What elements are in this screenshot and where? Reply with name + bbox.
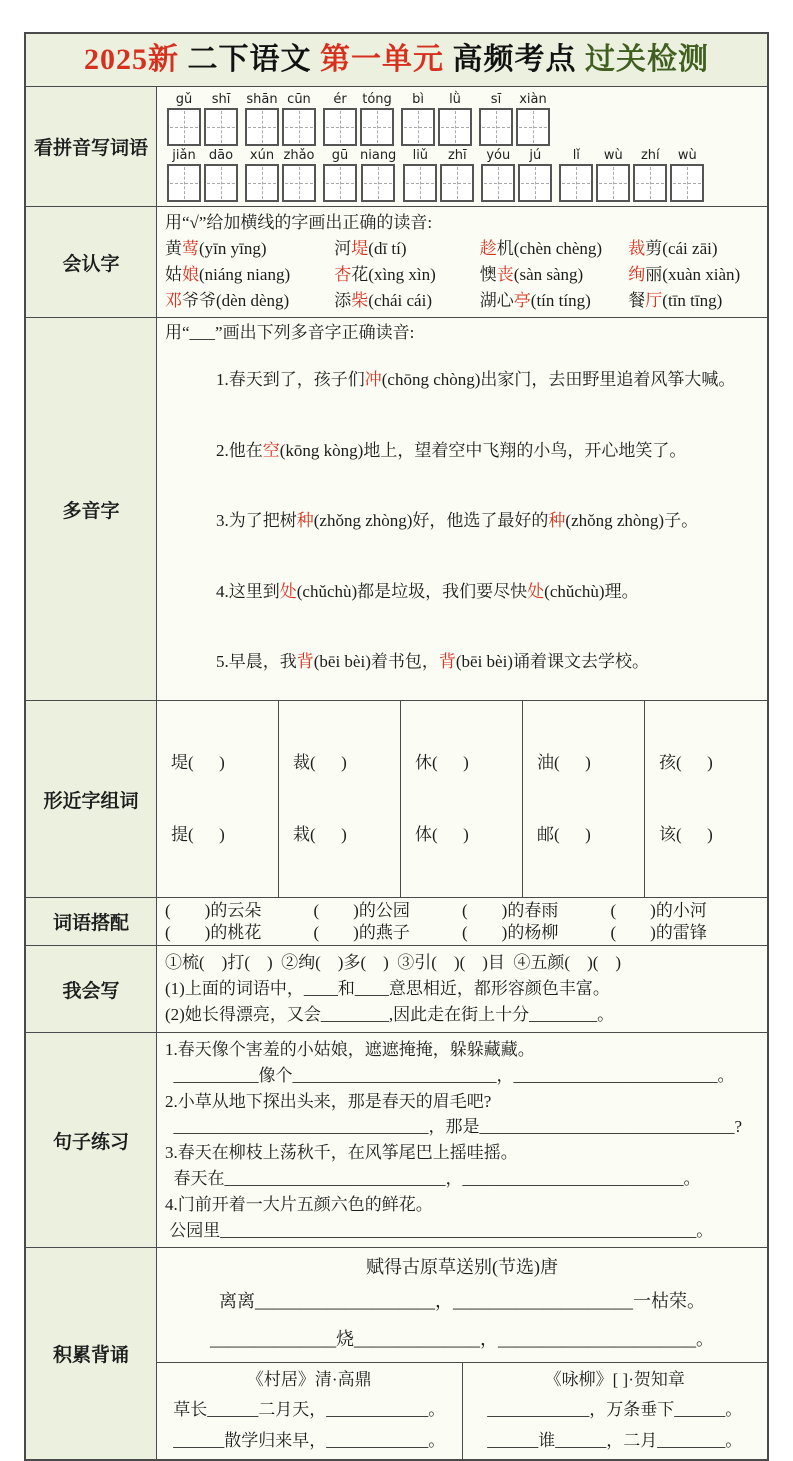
section-label-pinyin: 看拼音写词语 <box>26 87 157 206</box>
writing-grid-box <box>403 164 437 202</box>
writing-grid-box <box>670 164 704 202</box>
pinyin-syllable: shī <box>211 92 231 107</box>
writing-grid-box <box>204 164 238 202</box>
pinyin-word-group <box>479 92 550 146</box>
pinyin-syllable: liǔ <box>412 148 429 163</box>
title-segment: 二下语文 <box>187 43 312 76</box>
poem-lines <box>167 1282 757 1358</box>
pinyin-unit <box>401 92 435 146</box>
renzi-item <box>334 288 480 314</box>
jilei-content <box>157 1248 767 1459</box>
sentence-text: (kōng kòng)地上，望着空中飞翔的小鸟，开心地笑了。 <box>279 440 687 460</box>
pinyin-unit <box>633 148 667 202</box>
pinyin-syllable: zhī <box>447 148 467 163</box>
pinyin-unit <box>245 92 279 146</box>
writing-grid-box <box>438 108 472 146</box>
renzi-item <box>628 262 759 288</box>
jilei-bottom <box>157 1363 767 1459</box>
sentence-text: 5.早晨，我 <box>216 652 297 671</box>
word-pinyin: (yīn yīng) <box>199 239 267 258</box>
highlighted-char: 处 <box>279 581 297 601</box>
dapei-item: ( )的桃花 <box>165 922 262 942</box>
poem-title: 赋得古原草送别(节选)唐 <box>366 1257 558 1278</box>
duoyin-sentence <box>165 556 759 627</box>
section-renzi <box>26 206 767 317</box>
renzi-item <box>480 262 629 288</box>
huixie-line: (2)她长得漂亮，又会________,因此走在街上十分________。 <box>165 1005 615 1024</box>
xingjin-bottom-word: 邮( ) <box>537 825 591 844</box>
page-title <box>26 34 767 86</box>
highlighted-char: 种 <box>296 511 314 530</box>
section-huixie <box>26 945 767 1032</box>
xingjin-top-word: 裁( ) <box>293 753 347 772</box>
writing-grid-box <box>361 164 395 202</box>
pinyin-word-group <box>323 148 396 202</box>
writing-grid-box <box>481 164 515 202</box>
highlighted-char: 背 <box>438 652 456 671</box>
sentence-text: (zhǒng zhòng)子。 <box>565 511 699 530</box>
writing-grid-box <box>245 108 279 146</box>
duoyin-sentence <box>165 627 759 698</box>
renzi-item <box>628 236 759 262</box>
pinyin-word-group <box>245 148 316 202</box>
renzi-item <box>480 288 629 314</box>
pinyin-unit <box>481 148 515 202</box>
duoyin-sentences <box>165 345 759 698</box>
renzi-item <box>334 236 480 262</box>
word-pinyin: 剪(cái zāi) <box>645 239 718 258</box>
writing-grid-box <box>282 108 316 146</box>
pinyin-syllable: gǔ <box>175 92 193 107</box>
xingjin-column <box>645 701 767 897</box>
xingjin-top-word: 孩( ) <box>659 753 713 772</box>
word-pinyin: 丽(xuàn xiàn) <box>645 265 741 284</box>
writing-grid-box <box>401 108 435 146</box>
word-pinyin: (niáng niang) <box>199 265 291 284</box>
juzi-line: 4.门前开着一大片五颜六色的鲜花。 <box>165 1194 433 1214</box>
writing-grid-box <box>323 164 357 202</box>
poem-lines <box>163 1394 456 1456</box>
poem-line: ______________烧______________，______________________。 <box>210 1329 714 1350</box>
dapei-item: ( )的小河 <box>610 900 707 920</box>
sentence-text: (chǔchù)理。 <box>544 581 639 601</box>
pinyin-unit <box>438 92 472 146</box>
highlighted-char: 娘 <box>182 265 199 284</box>
juzi-content <box>157 1033 767 1247</box>
word-part: 湖心 <box>479 291 514 310</box>
pinyin-unit <box>282 92 316 146</box>
pinyin-word-group <box>481 148 552 202</box>
duoyin-sentence <box>165 345 759 416</box>
poem-title: 《村居》清·高鼎 <box>246 1370 372 1390</box>
renzi-item <box>165 288 334 314</box>
word-part: 黄 <box>165 239 182 258</box>
highlighted-char: 绚 <box>628 265 646 284</box>
section-label-xingjin: 形近字组词 <box>26 701 157 897</box>
title-segment: 第一单元 <box>320 43 444 76</box>
duoyin-sentence <box>165 486 759 557</box>
highlighted-char: 冲 <box>364 370 382 389</box>
poem-title: 《咏柳》[ ]·贺知章 <box>544 1370 685 1390</box>
highlighted-char: 邓 <box>165 291 182 310</box>
huixie-content <box>157 946 767 1032</box>
pinyin-content <box>157 87 767 206</box>
highlighted-char: 裁 <box>628 239 646 258</box>
renzi-content <box>157 207 767 317</box>
pinyin-unit <box>670 148 704 202</box>
pinyin-word-group <box>403 148 474 202</box>
section-label-jilei: 积累背诵 <box>26 1248 157 1459</box>
section-label-duoyin: 多音字 <box>26 318 157 700</box>
dapei-item: ( )的公园 <box>313 900 410 920</box>
pinyin-row-1 <box>167 92 761 146</box>
pinyin-syllable: wù <box>677 148 697 163</box>
pinyin-row-2 <box>167 148 761 202</box>
writing-grid-box <box>516 108 550 146</box>
worksheet-page <box>24 32 769 1461</box>
pinyin-syllable: niang <box>360 148 397 163</box>
word-part: 餐 <box>628 291 646 310</box>
juzi-line: 2.小草从地下探出头来，那是春天的眉毛吧? <box>165 1091 492 1111</box>
pinyin-syllable: yóu <box>486 148 511 163</box>
pinyin-syllable: shān <box>246 92 278 107</box>
xingjin-column <box>523 701 645 897</box>
sentence-text: (bēi bèi)诵着课文去学校。 <box>455 652 649 671</box>
sentence-text: 1.春天到了，孩子们 <box>216 370 365 389</box>
highlighted-char: 空 <box>262 440 280 460</box>
poem-line: 离离____________________，____________________一枯荣。 <box>219 1291 705 1312</box>
highlighted-char: 背 <box>296 652 314 671</box>
section-jilei <box>26 1247 767 1459</box>
poem-line: 草长______二月天，____________。 <box>173 1400 446 1420</box>
highlighted-char: 处 <box>527 581 545 601</box>
word-pinyin: (tīn tīng) <box>662 291 723 310</box>
highlighted-char: 厅 <box>645 291 663 310</box>
word-pinyin: (sàn sàng) <box>513 265 584 284</box>
pinyin-word-group <box>401 92 472 146</box>
writing-grid-box <box>167 108 201 146</box>
xingjin-column <box>401 701 523 897</box>
pinyin-syllable: jú <box>529 148 542 163</box>
juzi-line: 公园里________________________________________________________。 <box>165 1220 714 1240</box>
writing-grid-box <box>360 108 394 146</box>
word-pinyin: (chái cái) <box>368 291 432 310</box>
pinyin-syllable: xiàn <box>519 92 547 107</box>
dapei-item: ( )的云朵 <box>165 900 262 920</box>
pinyin-word-group <box>167 148 238 202</box>
pinyin-syllable: ér <box>333 92 347 107</box>
juzi-line: ______________________________，那是______________________________? <box>165 1117 743 1137</box>
section-label-juzi: 句子练习 <box>26 1033 157 1247</box>
title-segment: 过关检测 <box>585 43 709 76</box>
sentence-text: 3.为了把树 <box>216 511 297 530</box>
pinyin-syllable: wù <box>603 148 623 163</box>
word-part: 河 <box>334 239 352 258</box>
poem-line: ______散学归来早，____________。 <box>173 1431 446 1451</box>
section-label-dapei: 词语搭配 <box>26 898 157 945</box>
writing-grid-box <box>479 108 513 146</box>
section-duoyin <box>26 317 767 700</box>
writing-grid-box <box>204 108 238 146</box>
juzi-line: 1.春天像个害羞的小姑娘，遮遮掩掩，躲躲藏藏。 <box>165 1040 535 1059</box>
writing-grid-box <box>518 164 552 202</box>
xingjin-bottom-word: 栽( ) <box>293 825 347 844</box>
writing-grid-box <box>596 164 630 202</box>
xingjin-content <box>157 701 767 897</box>
pinyin-unit <box>360 92 394 146</box>
section-xingjin <box>26 700 767 897</box>
huixie-line: (1)上面的词语中，____和____意思相近，都形容颜色丰富。 <box>165 979 610 998</box>
xingjin-column <box>157 701 279 897</box>
sentence-text: 2.他在 <box>216 440 263 460</box>
poem-fude-guyuancao <box>157 1248 767 1363</box>
pinyin-syllable: xún <box>249 148 275 163</box>
xingjin-top-word: 休( ) <box>415 753 469 772</box>
juzi-line: 3.春天在柳枝上荡秋千，在风筝尾巴上摇哇摇。 <box>165 1143 518 1163</box>
pinyin-unit <box>559 148 593 202</box>
highlighted-char: 杏 <box>334 265 352 284</box>
section-pinyin <box>26 86 767 206</box>
xingjin-bottom-word: 体( ) <box>415 825 469 844</box>
duoyin-sentence <box>165 415 759 486</box>
section-dapei <box>26 897 767 945</box>
pinyin-syllable: tóng <box>362 92 392 107</box>
xingjin-top-word: 油( ) <box>537 753 591 772</box>
pinyin-unit <box>323 92 357 146</box>
pinyin-word-group <box>167 92 238 146</box>
pinyin-syllable: dāo <box>208 148 234 163</box>
writing-grid-box <box>633 164 667 202</box>
duoyin-instruction: 用“___”画出下列多音字正确读音: <box>165 323 415 342</box>
pinyin-unit <box>479 92 513 146</box>
pinyin-unit <box>518 148 552 202</box>
juzi-line: __________像个________________________，________________________。 <box>165 1065 735 1085</box>
writing-grid-box <box>440 164 474 202</box>
xingjin-bottom-word: 提( ) <box>171 825 225 844</box>
xingjin-column <box>279 701 401 897</box>
writing-grid-box <box>282 164 316 202</box>
renzi-item <box>165 236 334 262</box>
renzi-instruction: 用“√”给加横线的字画出正确的读音: <box>165 213 433 232</box>
pinyin-unit <box>360 148 396 202</box>
highlighted-char: 种 <box>548 511 566 530</box>
dapei-item: ( )的杨柳 <box>462 922 559 942</box>
highlighted-char: 亭 <box>513 291 531 310</box>
highlighted-char: 堤 <box>351 239 369 258</box>
renzi-items <box>165 236 759 314</box>
highlighted-char: 丧 <box>496 265 514 284</box>
highlighted-char: 趁 <box>479 239 497 258</box>
dapei-content <box>157 898 767 945</box>
dapei-item: ( )的燕子 <box>313 922 410 942</box>
section-label-huixie: 我会写 <box>26 946 157 1032</box>
pinyin-syllable: zhǎo <box>283 148 315 163</box>
pinyin-unit <box>282 148 316 202</box>
poem-lines <box>469 1394 762 1456</box>
pinyin-unit <box>167 92 201 146</box>
juzi-line: 春天在__________________________，__________________________。 <box>165 1168 701 1188</box>
writing-grid-box <box>167 164 201 202</box>
poem-line: ______谁______，二月________。 <box>487 1431 743 1451</box>
xingjin-top-word: 堤( ) <box>171 753 225 772</box>
pinyin-unit <box>596 148 630 202</box>
highlighted-char: 柴 <box>351 291 369 310</box>
sentence-text: 4.这里到 <box>216 581 280 601</box>
pinyin-word-group <box>245 92 316 146</box>
word-pinyin: (dī tí) <box>368 239 407 258</box>
pinyin-syllable: jiǎn <box>172 148 196 163</box>
poem-line: ____________，万条垂下______。 <box>487 1400 743 1420</box>
sentence-text: (chōng chòng)出家门，去田野里追着风筝大喊。 <box>381 370 736 389</box>
section-juzi <box>26 1032 767 1247</box>
pinyin-word-group <box>559 148 704 202</box>
word-pinyin: 花(xìng xìn) <box>351 265 436 284</box>
highlighted-char: 莺 <box>182 239 199 258</box>
renzi-item <box>334 262 480 288</box>
title-segment: 高频考点 <box>452 43 577 76</box>
word-pinyin: 爷爷(dèn dèng) <box>182 291 290 310</box>
sentence-text: (zhǒng zhòng)好，他选了最好的 <box>313 511 549 530</box>
section-label-renzi: 会认字 <box>26 207 157 317</box>
pinyin-syllable: lǜ <box>449 92 461 107</box>
word-part: 姑 <box>165 265 182 284</box>
renzi-item <box>628 288 759 314</box>
title-segment: 2025新 <box>84 43 179 76</box>
pinyin-unit <box>245 148 279 202</box>
pinyin-unit <box>167 148 201 202</box>
pinyin-syllable: cūn <box>287 92 311 107</box>
dapei-item: ( )的春雨 <box>462 900 559 920</box>
word-pinyin: 机(chèn chèng) <box>496 239 603 258</box>
pinyin-syllable: zhí <box>640 148 660 163</box>
renzi-item <box>165 262 334 288</box>
pinyin-unit <box>323 148 357 202</box>
huixie-line: ①梳( )打( ) ②绚( )多( ) ③引( )( )目 ④五颜( )( ) <box>165 953 622 972</box>
pinyin-syllable: sī <box>490 92 502 107</box>
poem-yongliu <box>463 1363 768 1459</box>
duoyin-content <box>157 318 767 700</box>
pinyin-syllable: gū <box>331 148 349 163</box>
pinyin-unit <box>204 92 238 146</box>
writing-grid-box <box>245 164 279 202</box>
word-part: 添 <box>334 291 352 310</box>
pinyin-syllable: bì <box>412 92 424 107</box>
word-pinyin: (tín tíng) <box>530 291 591 310</box>
xingjin-bottom-word: 该( ) <box>659 825 713 844</box>
writing-grid-box <box>559 164 593 202</box>
sentence-text: (chǔchù)都是垃圾，我们要尽快 <box>296 581 528 601</box>
dapei-item: ( )的雷锋 <box>610 922 707 942</box>
pinyin-unit <box>516 92 550 146</box>
writing-grid-box <box>323 108 357 146</box>
pinyin-unit <box>440 148 474 202</box>
word-part: 懊 <box>479 265 497 284</box>
pinyin-unit <box>403 148 437 202</box>
pinyin-word-group <box>323 92 394 146</box>
renzi-item <box>480 236 629 262</box>
poem-cunju <box>157 1363 463 1459</box>
pinyin-syllable: lǐ <box>572 148 580 163</box>
pinyin-unit <box>204 148 238 202</box>
sentence-text: (bēi bèi)着书包， <box>313 652 439 671</box>
